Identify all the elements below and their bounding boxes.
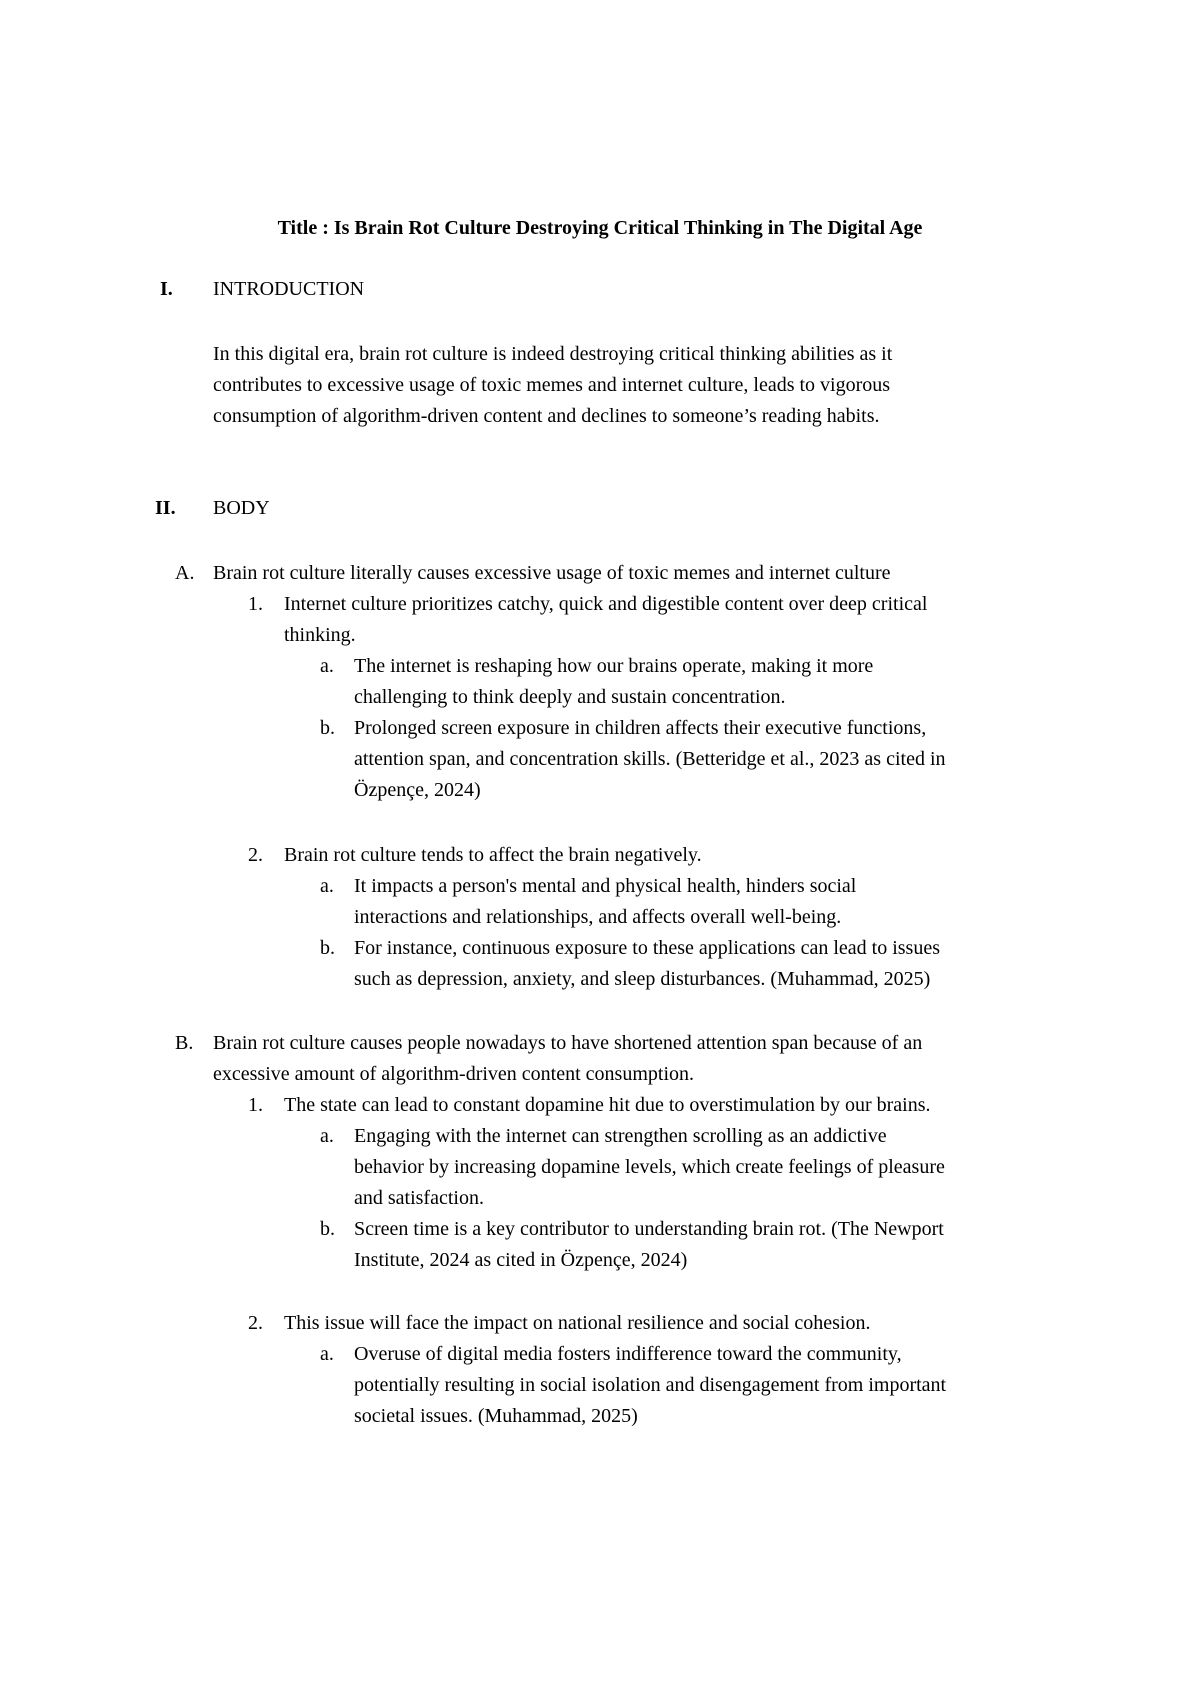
- item-text-line: It impacts a person's mental and physical health, hinders social: [354, 875, 857, 897]
- item-text-line: attention span, and concentration skills. (Betteridge et al., 2023 as cited in: [354, 748, 946, 770]
- item-text-line: potentially resulting in social isolation and disengagement from important: [354, 1374, 947, 1396]
- subpoint-text-line: Brain rot culture tends to affect the brain negatively.: [284, 844, 702, 866]
- subpoint-text-line: thinking.: [284, 624, 356, 646]
- intro-paragraph-line: In this digital era, brain rot culture is indeed destroying critical thinking abilities as it: [213, 343, 893, 365]
- item-text-line: Overuse of digital media fosters indifference toward the community,: [354, 1343, 902, 1365]
- item-marker: a.: [320, 655, 334, 677]
- item-text-line: societal issues. (Muhammad, 2025): [354, 1405, 638, 1427]
- item-text-line: Prolonged screen exposure in children affects their executive functions,: [354, 717, 927, 739]
- point-text-line: excessive amount of algorithm-driven content consumption.: [213, 1063, 694, 1085]
- section-number: I.: [160, 278, 173, 300]
- item-text-line: For instance, continuous exposure to these applications can lead to issues: [354, 937, 940, 959]
- item-marker: a.: [320, 1343, 334, 1365]
- intro-paragraph-line: contributes to excessive usage of toxic memes and internet culture, leads to vigorous: [213, 374, 891, 396]
- document-title: Title : Is Brain Rot Culture Destroying Critical Thinking in The Digital Age: [277, 217, 923, 239]
- item-text-line: Institute, 2024 as cited in Özpençe, 2024): [354, 1249, 688, 1271]
- item-text-line: such as depression, anxiety, and sleep disturbances. (Muhammad, 2025): [354, 968, 931, 990]
- section-number: II.: [155, 497, 176, 519]
- subpoint-text-line: Internet culture prioritizes catchy, quick and digestible content over deep critical: [284, 593, 928, 615]
- item-text-line: interactions and relationships, and affects overall well-being.: [354, 906, 842, 928]
- subpoint-marker: 2.: [248, 1312, 263, 1334]
- item-marker: b.: [320, 937, 335, 959]
- item-text-line: The internet is reshaping how our brains operate, making it more: [354, 655, 874, 677]
- item-text-line: and satisfaction.: [354, 1187, 484, 1209]
- intro-paragraph-line: consumption of algorithm-driven content and declines to someone’s reading habits.: [213, 405, 880, 427]
- item-text-line: Engaging with the internet can strengthen scrolling as an addictive: [354, 1125, 887, 1147]
- point-marker: A.: [175, 562, 195, 584]
- item-marker: b.: [320, 1218, 335, 1240]
- section-heading-body: BODY: [213, 497, 270, 519]
- subpoint-marker: 1.: [248, 1094, 263, 1116]
- point-text-line: Brain rot culture literally causes excessive usage of toxic memes and internet culture: [213, 562, 891, 584]
- item-text-line: Özpençe, 2024): [354, 779, 481, 801]
- item-text-line: Screen time is a key contributor to understanding brain rot. (The Newport: [354, 1218, 944, 1240]
- item-marker: a.: [320, 1125, 334, 1147]
- item-marker: b.: [320, 717, 335, 739]
- point-text-line: Brain rot culture causes people nowadays to have shortened attention span because of an: [213, 1032, 923, 1054]
- item-text-line: challenging to think deeply and sustain concentration.: [354, 686, 786, 708]
- subpoint-marker: 1.: [248, 593, 263, 615]
- subpoint-marker: 2.: [248, 844, 263, 866]
- section-heading-introduction: INTRODUCTION: [213, 278, 365, 300]
- point-marker: B.: [175, 1032, 194, 1054]
- subpoint-text-line: This issue will face the impact on national resilience and social cohesion.: [284, 1312, 871, 1334]
- subpoint-text-line: The state can lead to constant dopamine hit due to overstimulation by our brains.: [284, 1094, 931, 1116]
- item-marker: a.: [320, 875, 334, 897]
- item-text-line: behavior by increasing dopamine levels, which create feelings of pleasure: [354, 1156, 945, 1178]
